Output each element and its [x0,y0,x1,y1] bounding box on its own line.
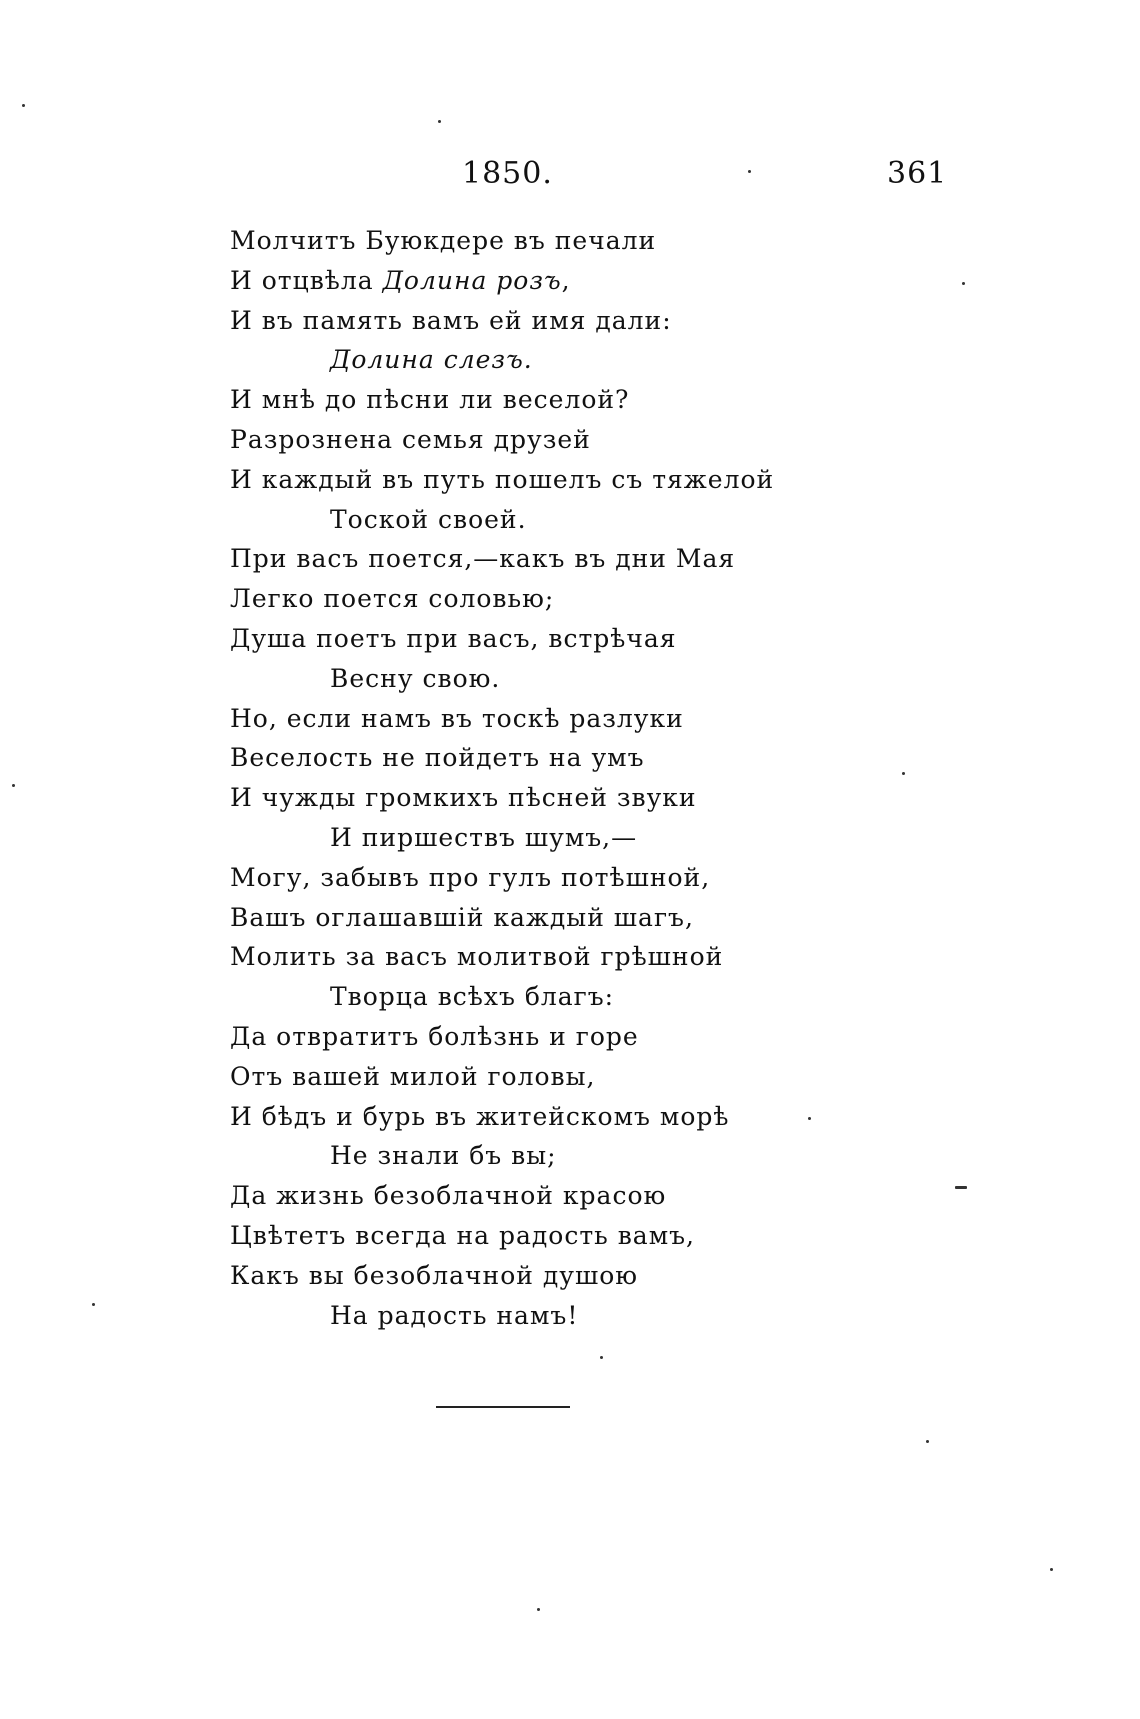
scan-speck [438,120,441,123]
poem-line: Молить за васъ молитвой грѣшной [230,942,724,972]
page-number: 361 [887,156,948,191]
poem-line: Веселость не пойдетъ на умъ [230,743,645,773]
poem-line: При васъ поется,—какъ въ дни Мая [230,544,736,574]
scan-speck [600,1356,603,1359]
scan-speck [537,1608,540,1611]
poem-line: И въ память вамъ ей имя дали: [230,305,672,335]
poem-line: Могу, забывъ про гулъ потѣшной, [230,862,711,892]
poem-line: Какъ вы безоблачной душою [230,1260,639,1290]
poem-line: Легко поется соловью; [230,584,555,614]
scan-speck [748,170,751,173]
poem-line: Отъ вашей милой головы, [230,1061,596,1091]
poem-line: И мнѣ до пѣсни ли веселой? [230,385,630,415]
poem-line: И чужды громкихъ пѣсней звуки [230,783,697,813]
scan-speck [926,1440,929,1443]
scan-speck [12,784,15,787]
poem-line: Вашъ оглашавшій каждый шагъ, [230,902,694,932]
poem-line-indented: На радость намъ! [330,1300,579,1330]
scan-speck [962,282,965,285]
scan-speck [902,772,905,775]
poem-line-text: И отцвѣла [230,265,383,295]
poem-line: Да жизнь безоблачной красою [230,1181,667,1211]
poem-line-indented: Тоской своей. [330,504,527,534]
poem [230,221,930,1335]
poem-line-indented: Творца всѣхъ благъ: [330,982,615,1012]
scan-speck [808,1117,811,1120]
scan-speck [22,104,25,107]
poem-line-indented: Долина слезъ. [330,345,533,375]
poem-line: Душа поетъ при васъ, встрѣчая [230,623,677,653]
poem-line: Разрознена семья друзей [230,424,591,454]
poem-line: Да отвратитъ болѣзнь и горе [230,1021,639,1051]
poem-line [230,261,930,301]
poem-line: И каждый въ путь пошелъ съ тяжелой [230,464,775,494]
scan-speck [92,1303,95,1306]
poem-line: Молчитъ Буюкдере въ печали [230,226,657,255]
running-head-year: 1850. [462,156,553,191]
scan-speck [955,1186,967,1189]
poem-line-indented: И пиршествъ шумъ,— [330,822,638,852]
poem-line-italic-text: Долина розъ [382,265,562,295]
page-header [0,156,1140,196]
end-rule [436,1406,570,1408]
scan-speck [1050,1568,1053,1571]
poem-line: Но, если намъ въ тоскѣ разлуки [230,703,684,733]
poem-line-indented: Весну свою. [330,663,501,693]
poem-line: И бѣдъ и бурь въ житейскомъ морѣ [230,1101,730,1131]
poem-line-punctuation: , [561,265,571,295]
poem-line-indented: Не знали бъ вы; [330,1141,557,1171]
poem-line: Цвѣтетъ всегда на радость вамъ, [230,1220,696,1250]
